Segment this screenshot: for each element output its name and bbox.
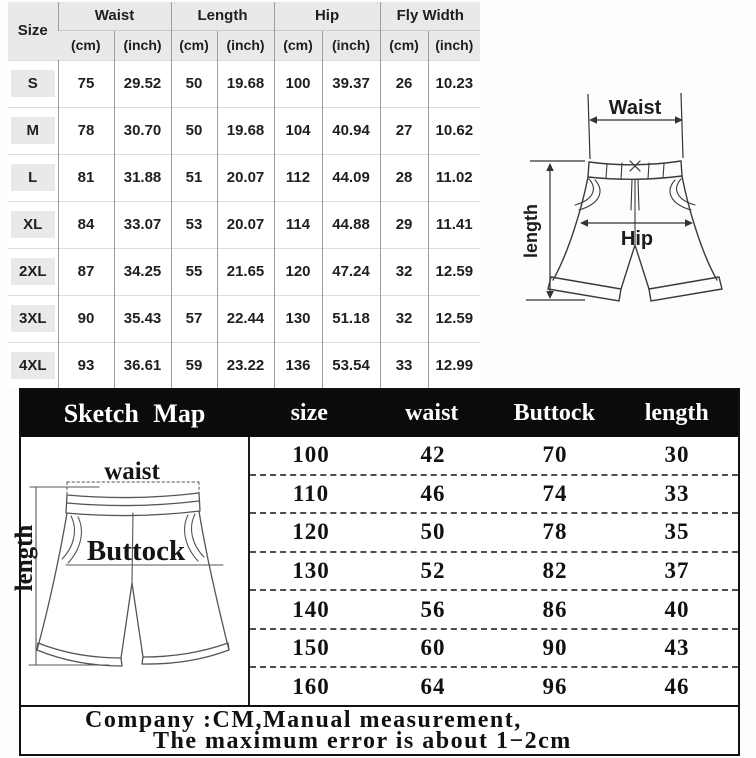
size-cell: 120 bbox=[292, 519, 330, 545]
length-inch-cell: 19.68 bbox=[217, 60, 274, 107]
size-cell: 130 bbox=[292, 558, 330, 584]
hip-inch-cell: 51.18 bbox=[322, 295, 380, 342]
buttock-cell: 96 bbox=[542, 673, 568, 699]
waist-cm-cell: 90 bbox=[58, 295, 114, 342]
shorts-sketch bbox=[11, 437, 248, 707]
size-cell: 110 bbox=[292, 480, 330, 506]
hip-cm-cell: 130 bbox=[274, 295, 322, 342]
waist-cell: 42 bbox=[420, 442, 446, 468]
size-badge: L bbox=[11, 164, 55, 191]
size-row bbox=[8, 107, 480, 154]
hip-cm-cell: 100 bbox=[274, 60, 322, 107]
column-header-waist: waist bbox=[405, 400, 459, 426]
size-column-header: Size bbox=[8, 2, 58, 60]
fly-inch-cell: 12.99 bbox=[428, 342, 480, 389]
fly-inch-cell: 12.59 bbox=[428, 295, 480, 342]
table-row bbox=[250, 476, 738, 515]
waist-inch-cell: 33.07 bbox=[114, 201, 171, 248]
hip-cm-cell: 114 bbox=[274, 201, 322, 248]
sketch-map-body bbox=[11, 437, 738, 705]
waist-cm-cell: 87 bbox=[58, 248, 114, 295]
length-cell: 46 bbox=[664, 673, 690, 699]
size-cell bbox=[8, 201, 58, 248]
table-row bbox=[250, 437, 738, 476]
fly-cm-cell: 27 bbox=[380, 107, 428, 154]
waist-cm-cell: 84 bbox=[58, 201, 114, 248]
length-cell: 37 bbox=[664, 558, 690, 584]
size-cell bbox=[8, 248, 58, 295]
arrowheads bbox=[546, 116, 693, 299]
fly-inch-cell: 10.23 bbox=[428, 60, 480, 107]
hip-inch-cell: 53.54 bbox=[322, 342, 380, 389]
waist-cm-cell: 93 bbox=[58, 342, 114, 389]
right-side bbox=[199, 511, 229, 650]
waist-cell: 56 bbox=[420, 596, 446, 622]
table-row bbox=[250, 553, 738, 592]
size-cell bbox=[8, 154, 58, 201]
fly-cm-cell: 28 bbox=[380, 154, 428, 201]
waist-inch-cell: 29.52 bbox=[114, 60, 171, 107]
size-row bbox=[8, 248, 480, 295]
sketch-panel bbox=[11, 437, 250, 705]
hip-inch-cell: 44.88 bbox=[322, 201, 380, 248]
fly-inch-cell: 11.02 bbox=[428, 154, 480, 201]
waist-inch-cell: 35.43 bbox=[114, 295, 171, 342]
size-badge: 4XL bbox=[11, 352, 55, 379]
buttock-cell: 70 bbox=[542, 442, 568, 468]
size-row bbox=[8, 154, 480, 201]
fly-cm-cell: 29 bbox=[380, 201, 428, 248]
waist-cm-cell: 78 bbox=[58, 107, 114, 154]
length-inch-cell: 21.65 bbox=[217, 248, 274, 295]
buttock-cell: 86 bbox=[542, 596, 568, 622]
size-badge: M bbox=[11, 117, 55, 144]
length-inch-cell: 20.07 bbox=[217, 154, 274, 201]
length-inch-cell: 23.22 bbox=[217, 342, 274, 389]
length-cell: 30 bbox=[664, 442, 690, 468]
hip-label: Hip bbox=[620, 228, 654, 250]
right-hem bbox=[142, 643, 229, 664]
measurement-lines bbox=[526, 93, 686, 300]
hip-cm-cell: 112 bbox=[274, 154, 322, 201]
table-row bbox=[250, 630, 738, 669]
buttock-cell: 74 bbox=[542, 480, 568, 506]
length-cell: 35 bbox=[664, 519, 690, 545]
hip-inch-cell: 39.37 bbox=[322, 60, 380, 107]
sketch-map-box bbox=[11, 388, 740, 756]
length-cell: 33 bbox=[664, 480, 690, 506]
hip-inch-cell: 44.09 bbox=[322, 154, 380, 201]
waist-label: Waist bbox=[608, 97, 662, 119]
size-badge: 3XL bbox=[11, 305, 55, 332]
sketch-map-title: Sketch Map bbox=[63, 398, 206, 428]
waist-label: waist bbox=[104, 458, 160, 485]
length-cm-cell: 53 bbox=[171, 201, 217, 248]
length-cell: 43 bbox=[664, 635, 690, 661]
length-cm-cell: 51 bbox=[171, 154, 217, 201]
size-cell: 150 bbox=[292, 635, 330, 661]
hip-inch-cell: 47.24 bbox=[322, 248, 380, 295]
footer-line-2: The maximum error is about 1−2cm bbox=[153, 727, 572, 754]
waist-inch-cell: 36.61 bbox=[114, 342, 171, 389]
length-cell: 40 bbox=[664, 596, 690, 622]
length-cm-cell: 59 bbox=[171, 342, 217, 389]
fly-cm-cell: 32 bbox=[380, 295, 428, 342]
waistband bbox=[66, 493, 200, 516]
footer-note bbox=[21, 705, 738, 754]
size-cell: 100 bbox=[292, 442, 330, 468]
hip-cm-cell: 136 bbox=[274, 342, 322, 389]
buttock-cell: 82 bbox=[542, 558, 568, 584]
length-label: length bbox=[521, 204, 541, 258]
size-row bbox=[8, 201, 480, 248]
waist-cell: 50 bbox=[420, 519, 446, 545]
size-cell bbox=[8, 107, 58, 154]
size-row bbox=[8, 342, 480, 389]
unit-cm-header: (cm) bbox=[380, 30, 428, 60]
waist-inch-cell: 34.25 bbox=[114, 248, 171, 295]
inseam bbox=[121, 583, 143, 658]
fly-width-group-header: Fly Width bbox=[380, 2, 480, 30]
column-header-size: size bbox=[290, 400, 328, 426]
column-header-buttock: Buttock bbox=[513, 400, 595, 426]
measurement-table bbox=[250, 437, 738, 705]
length-cm-cell: 50 bbox=[171, 107, 217, 154]
size-cell bbox=[8, 342, 58, 389]
fly-inch-cell: 11.41 bbox=[428, 201, 480, 248]
size-cell bbox=[8, 295, 58, 342]
table-row bbox=[250, 514, 738, 553]
unit-inch-header: (inch) bbox=[114, 30, 171, 60]
fly-inch-cell: 12.59 bbox=[428, 248, 480, 295]
waist-cell: 64 bbox=[420, 673, 446, 699]
sketch-map-header-bar bbox=[21, 390, 738, 437]
size-cell: 140 bbox=[292, 596, 330, 622]
fly-cm-cell: 26 bbox=[380, 60, 428, 107]
fly-inch-cell: 10.62 bbox=[428, 107, 480, 154]
length-inch-cell: 20.07 bbox=[217, 201, 274, 248]
size-row bbox=[8, 295, 480, 342]
size-badge: 2XL bbox=[11, 258, 55, 285]
hip-group-header: Hip bbox=[274, 2, 380, 30]
size-badge: XL bbox=[11, 211, 55, 238]
length-inch-cell: 19.68 bbox=[217, 107, 274, 154]
hip-cm-cell: 104 bbox=[274, 107, 322, 154]
left-side bbox=[37, 513, 67, 650]
sketch-outline bbox=[29, 482, 229, 666]
length-cm-cell: 55 bbox=[171, 248, 217, 295]
size-cell bbox=[8, 60, 58, 107]
waist-inch-cell: 31.88 bbox=[114, 154, 171, 201]
shorts-measurement-diagram bbox=[486, 58, 756, 343]
fly-cm-cell: 33 bbox=[380, 342, 428, 389]
unit-cm-header: (cm) bbox=[58, 30, 114, 60]
waist-group-header: Waist bbox=[58, 2, 171, 30]
waist-cm-cell: 75 bbox=[58, 60, 114, 107]
size-chart-table bbox=[8, 2, 480, 389]
waist-cm-cell: 81 bbox=[58, 154, 114, 201]
unit-cm-header: (cm) bbox=[274, 30, 322, 60]
size-row bbox=[8, 60, 480, 107]
left-hem bbox=[37, 643, 122, 666]
unit-cm-header: (cm) bbox=[171, 30, 217, 60]
footer-line-1: Company :CM,Manual measurement, bbox=[85, 706, 522, 733]
column-header-length: length bbox=[644, 400, 709, 426]
table-row bbox=[250, 668, 738, 705]
table-row bbox=[250, 591, 738, 630]
buttock-cell: 78 bbox=[542, 519, 568, 545]
waist-inch-cell: 30.70 bbox=[114, 107, 171, 154]
unit-inch-header: (inch) bbox=[217, 30, 274, 60]
unit-inch-header: (inch) bbox=[322, 30, 380, 60]
fly-cm-cell: 32 bbox=[380, 248, 428, 295]
waist-cell: 46 bbox=[420, 480, 446, 506]
length-group-header: Length bbox=[171, 2, 274, 30]
waist-cell: 52 bbox=[420, 558, 446, 584]
unit-inch-header: (inch) bbox=[428, 30, 480, 60]
buttock-cell: 90 bbox=[542, 635, 568, 661]
waist-cell: 60 bbox=[420, 635, 446, 661]
hip-cm-cell: 120 bbox=[274, 248, 322, 295]
size-badge: S bbox=[11, 70, 55, 97]
length-label: length bbox=[11, 524, 38, 592]
size-cell: 160 bbox=[292, 673, 330, 699]
length-cm-cell: 57 bbox=[171, 295, 217, 342]
buttock-label: Buttock bbox=[86, 535, 186, 567]
length-cm-cell: 50 bbox=[171, 60, 217, 107]
hip-inch-cell: 40.94 bbox=[322, 107, 380, 154]
length-inch-cell: 22.44 bbox=[217, 295, 274, 342]
